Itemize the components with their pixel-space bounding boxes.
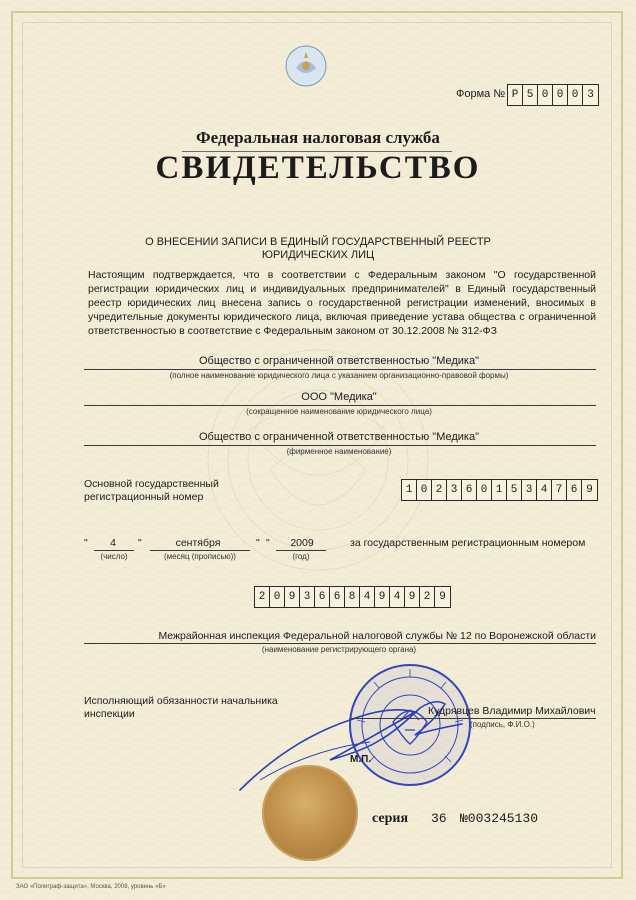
date-month: сентября: [175, 537, 221, 549]
subtitle-line-2: ЮРИДИЧЕСКИХ ЛИЦ: [261, 249, 375, 261]
day-caption: (число): [100, 552, 128, 561]
year-quote-2: ": [266, 537, 270, 549]
company-full-name: Общество с ограниченной ответственностью "Медика": [198, 355, 480, 367]
form-code-digit: 0: [538, 85, 553, 105]
date-day: 4: [110, 537, 116, 549]
form-code-boxes: [507, 84, 599, 106]
registration-number-digit: 3: [300, 587, 315, 607]
year-caption: (год): [292, 552, 310, 561]
registration-number-digit: 0: [270, 587, 285, 607]
month-line: [150, 550, 250, 551]
registration-number-digit: 2: [420, 587, 435, 607]
full-name-line: [84, 369, 596, 370]
form-code-digit: 0: [568, 85, 583, 105]
firm-name-caption: (фирменное наименование): [286, 447, 392, 456]
form-label: Форма №: [456, 88, 506, 100]
date-suffix: за государственным регистрационным номером: [350, 537, 586, 549]
ogrn-digit: 6: [567, 480, 582, 500]
ogrn-digit: 2: [432, 480, 447, 500]
printer-footer: ЗАО «Полиграф-защита», Москва, 2008, уровень «Б»: [16, 884, 166, 890]
company-short-name: ООО "Медика": [301, 391, 377, 403]
form-code-digit: Р: [508, 85, 523, 105]
registration-number-digit: 6: [330, 587, 345, 607]
authority-line: [84, 643, 596, 644]
ogrn-digit: 3: [522, 480, 537, 500]
ogrn-digit: 0: [477, 480, 492, 500]
series-number: №003245130: [460, 811, 539, 826]
ogrn-digit: 1: [492, 480, 507, 500]
handwritten-signature: [230, 680, 470, 800]
date-year: 2009: [290, 537, 314, 549]
short-name-caption: (сокращенное наименование юридического лица): [246, 407, 432, 416]
ogrn-digit: 1: [402, 480, 417, 500]
seal-place-mark: М.П.: [350, 754, 372, 765]
ogrn-label-line-2: регистрационный номер: [84, 491, 204, 503]
signatory-name: Кудрявцев Владимир Михайлович: [428, 705, 596, 717]
ogrn-digit: 6: [462, 480, 477, 500]
firm-name-line: [84, 445, 596, 446]
form-code-digit: 0: [553, 85, 568, 105]
company-firm-name: Общество с ограниченной ответственностью "Медика": [198, 431, 480, 443]
registration-number-digit: 2: [255, 587, 270, 607]
month-caption: (месяц (прописью)): [164, 552, 236, 561]
fns-emblem-icon: [284, 44, 328, 88]
form-code-digit: 3: [587, 89, 594, 101]
signatory-position-line-1: Исполняющий обязанности начальника: [84, 695, 278, 707]
registration-number-digit: 9: [375, 587, 390, 607]
ogrn-boxes: [401, 479, 598, 501]
registration-number-digit: 9: [285, 587, 300, 607]
short-name-line: [84, 405, 596, 406]
registration-number-boxes: [254, 586, 451, 608]
full-name-caption: (полное наименование юридического лица с указанием организационно-правовой формы): [169, 371, 509, 380]
registration-number-digit: 9: [405, 587, 420, 607]
ogrn-digit: 5: [507, 480, 522, 500]
day-line: [94, 550, 134, 551]
ogrn-digit: 0: [417, 480, 432, 500]
signature-line: [350, 718, 596, 719]
form-code-digit: 5: [523, 85, 538, 105]
series-label: серия: [372, 811, 409, 826]
subtitle-line-1: О ВНЕСЕНИИ ЗАПИСИ В ЕДИНЫЙ ГОСУДАРСТВЕННЫЙ РЕЕСТР: [145, 236, 491, 248]
authority-caption: (наименование регистрирующего органа): [261, 645, 417, 654]
year-line: [276, 550, 326, 551]
ogrn-digit: 7: [552, 480, 567, 500]
signatory-position-line-2: инспекции: [84, 708, 135, 720]
series-value: 36: [431, 811, 447, 826]
ogrn-label-line-1: Основной государственный: [84, 478, 219, 490]
registration-number-digit: 4: [360, 587, 375, 607]
registration-number-digit: 9: [439, 591, 446, 603]
year-quote: ": [256, 537, 260, 549]
ogrn-digit: 9: [586, 484, 593, 496]
day-close-quote: ": [138, 537, 142, 549]
ogrn-digit: 4: [537, 480, 552, 500]
registration-number-digit: 8: [345, 587, 360, 607]
registration-number-digit: 6: [315, 587, 330, 607]
ogrn-digit: 3: [447, 480, 462, 500]
signatory-caption: (подпись, Ф.И.О.): [470, 720, 535, 729]
certificate-paragraph: Настоящим подтверждается, что в соответствии с Федеральным законом "О государственной регистрации юридических лиц и индивидуальных предпринимателей" в Единый государственный реестр юридических лиц внесена запись о государственной регистрации изменений, вносимых в учредительные документы юридического лица, включая приведение устава общества с ограниченной ответственностью в соответствие с Федеральным законом от 30.12.2008 № 312-ФЗ: [88, 269, 596, 337]
registration-number-digit: 4: [390, 587, 405, 607]
authority-name: Межрайонная инспекция Федеральной налоговой службы № 12 по Воронежской области: [158, 630, 596, 642]
certificate-title: СВИДЕТЕЛЬСТВО: [155, 150, 481, 186]
hologram-seal: [262, 765, 358, 861]
day-open-quote: ": [84, 537, 88, 549]
agency-name: Федеральная налоговая служба: [196, 128, 440, 147]
